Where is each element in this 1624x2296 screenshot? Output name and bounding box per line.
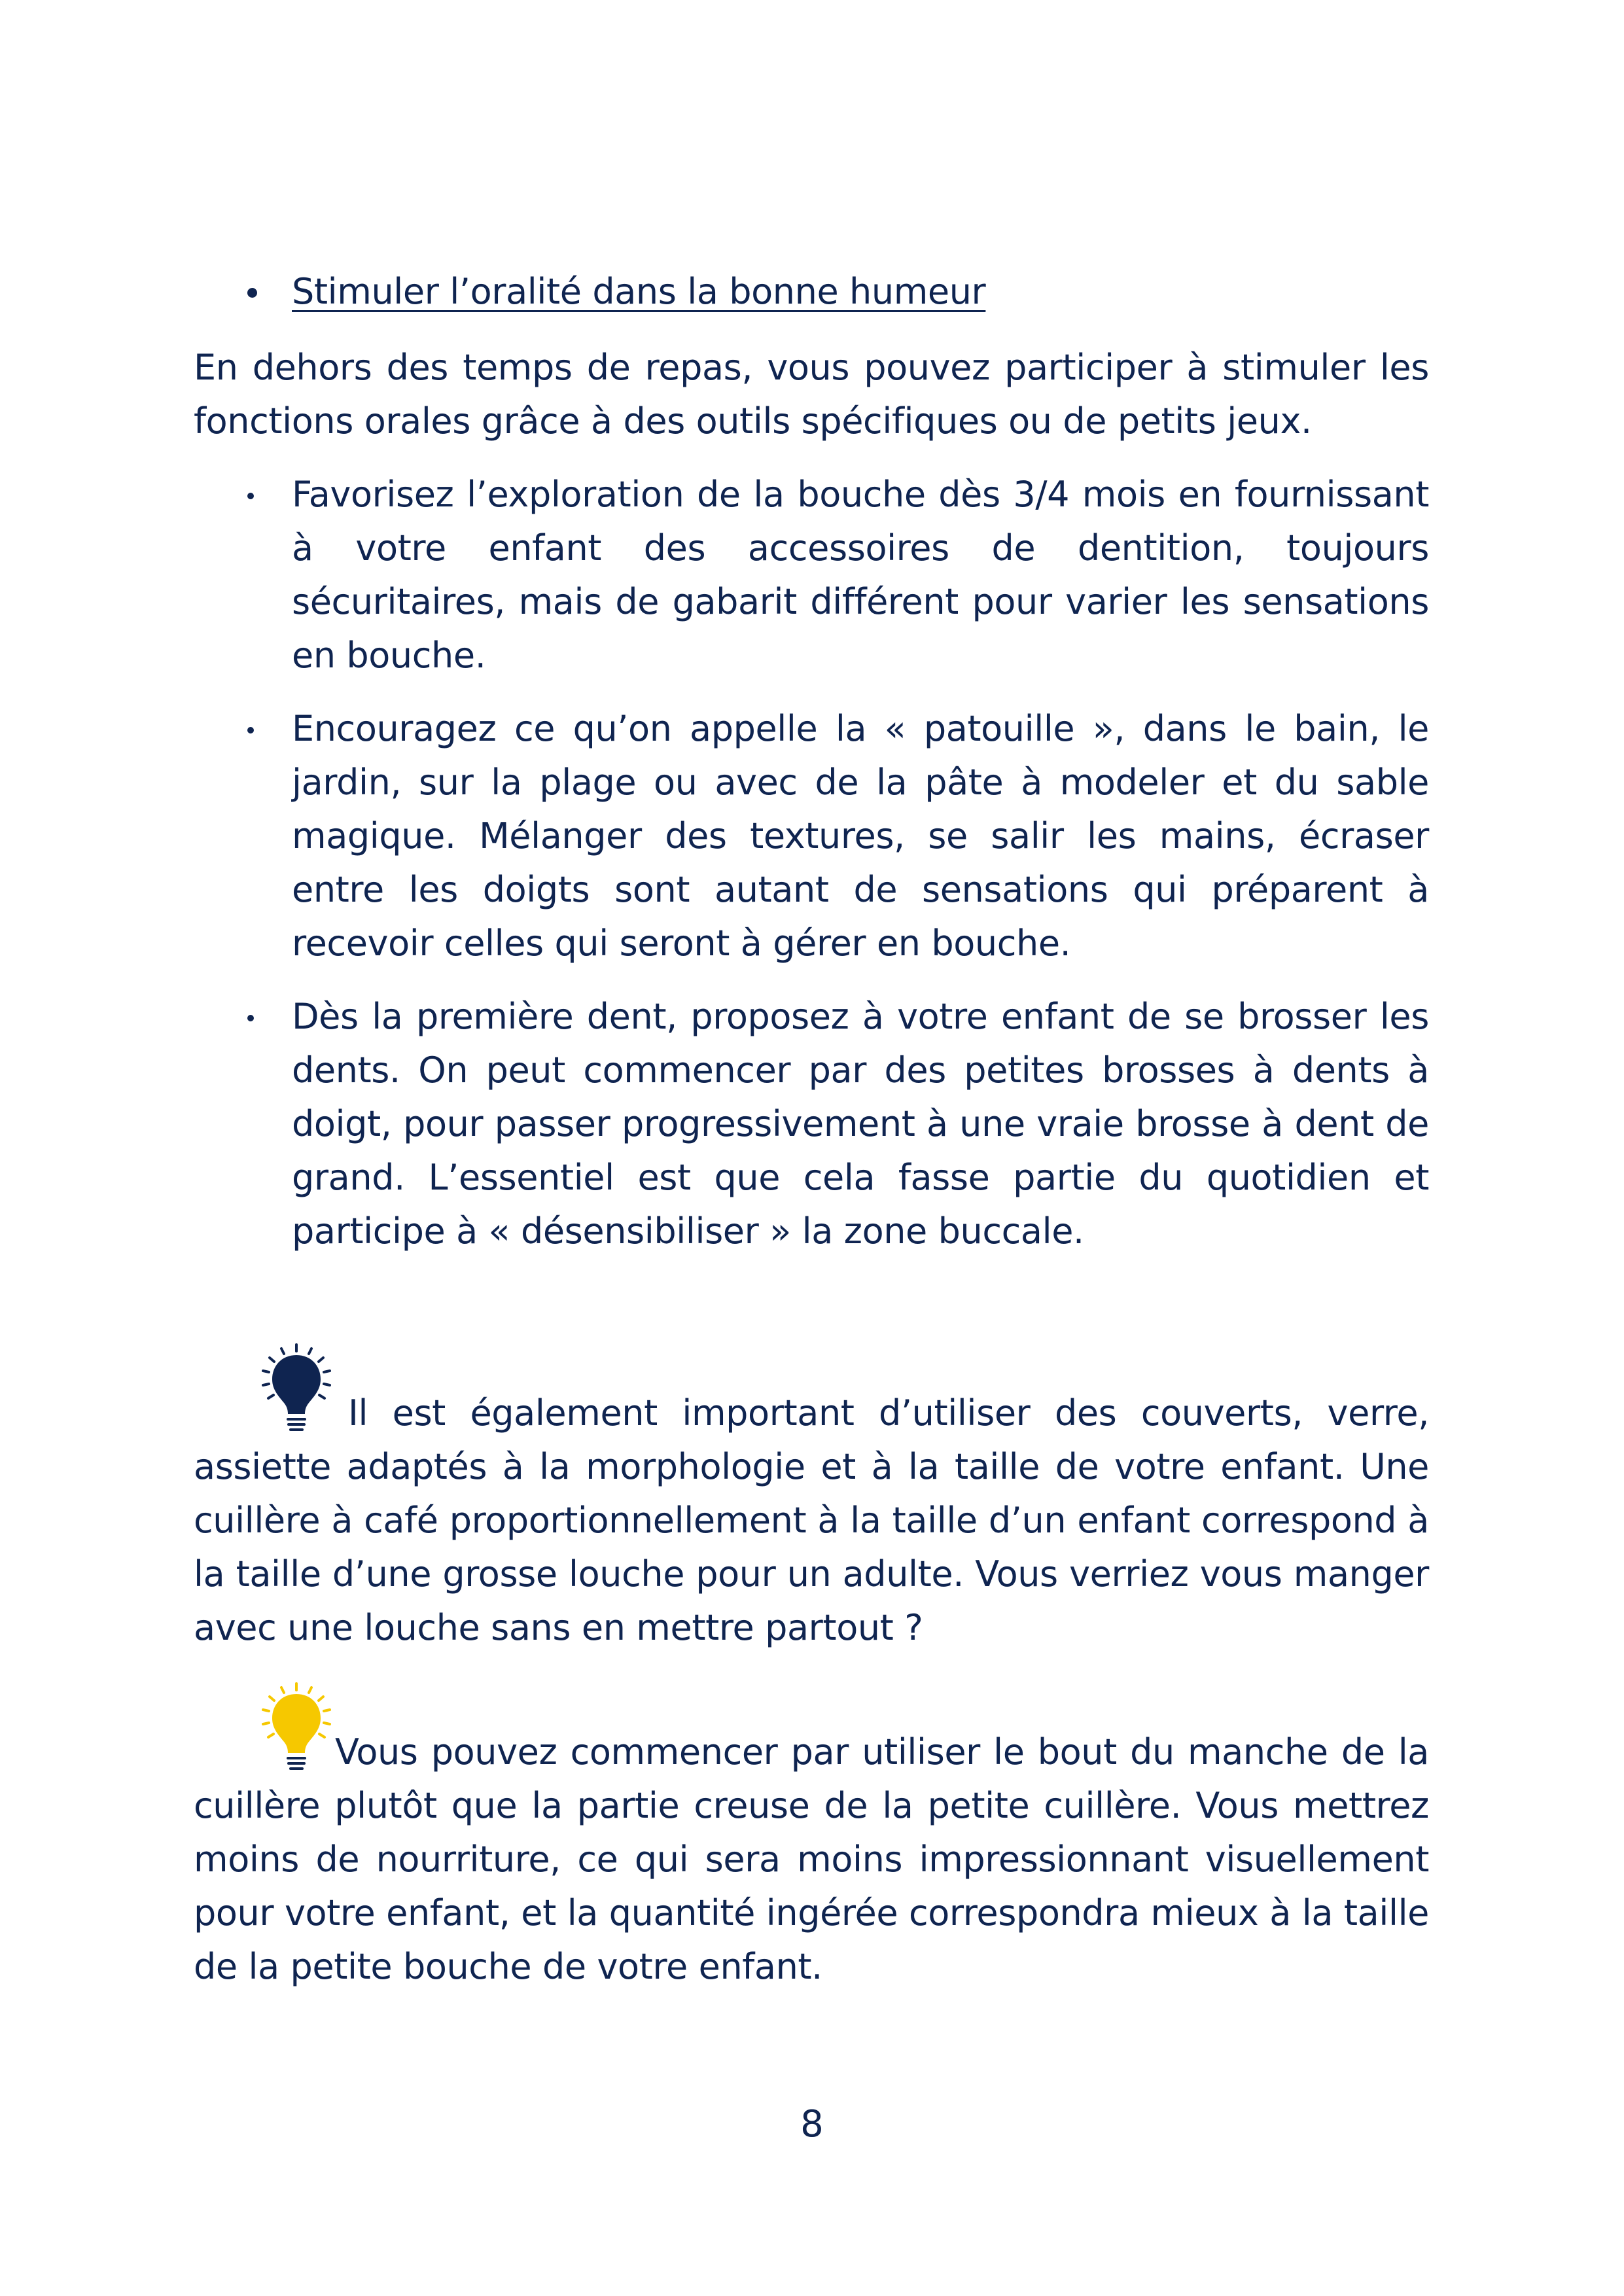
page-number: 8 — [800, 2103, 824, 2146]
tip-icon-container — [194, 1681, 1429, 1779]
list-item — [194, 990, 1429, 1258]
heading-bullet — [247, 288, 257, 298]
page-content — [194, 265, 1429, 1994]
tips-list — [194, 468, 1429, 1258]
intro-paragraph: En dehors des temps de repas, vous pouvez participer à stimuler les fonctions orales grâce à des outils spécifiques ou de petits jeux. — [194, 347, 1429, 442]
list-bullet — [247, 493, 254, 499]
list-bullet — [247, 727, 254, 733]
tip-icon-container — [194, 1342, 1429, 1440]
list-bullet — [247, 1015, 254, 1021]
tip-text: Il est également important d’utiliser des couverts, verre, assiette adaptés à la morphologie et à la taille de votre enfant. Une cuillère à café proportionnellement à la taille d’un enfant correspond à la taille d’une grosse louche pour un adulte. Vous verriez vous manger avec une louche sans en mettre partout ? — [194, 1392, 1429, 1648]
lightbulb-dark-icon — [247, 1342, 345, 1440]
lightbulb-yellow-icon — [247, 1681, 345, 1779]
list-item — [194, 702, 1429, 970]
section-heading — [194, 265, 1429, 319]
tip-block-utensils — [194, 1342, 1429, 1655]
section-heading-text: Stimuler l’oralité dans la bonne humeur — [292, 271, 986, 312]
list-item-text: Dès la première dent, proposez à votre enfant de se brosser les dents. On peut commencer par des petites brosses à dents à doigt, pour passer progressivement à une vraie brosse à dent de grand. L’essentiel est que cela fasse partie du quotidien et participe à « désensibiliser » la zone buccale. — [292, 996, 1429, 1252]
list-item-text: Favorisez l’exploration de la bouche dès 3/4 mois en fournissant à votre enfant des accessoires de dentition, toujours sécuritaires, mais de gabarit différent pour varier les sensations en bouche. — [292, 474, 1429, 676]
list-item-text: Encouragez ce qu’on appelle la « patouille », dans le bain, le jardin, sur la plage ou avec de la pâte à modeler et du sable magique. Mélanger des textures, se salir les mains, écraser entre les doigts sont autant de sensations qui préparent à recevoir celles qui seront à gérer en bouche. — [292, 708, 1429, 964]
tip-text: Vous pouvez commencer par utiliser le bout du manche de la cuillère plutôt que la partie creuse de la petite cuillère. Vous mettrez moins de nourriture, ce qui sera moins impressionnant visuellement pour votre enfant, et la quantité ingérée correspondra mieux à la taille de la petite bouche de votre enfant. — [194, 1731, 1429, 1987]
tip-block-spoon-handle — [194, 1681, 1429, 1994]
list-item — [194, 468, 1429, 682]
